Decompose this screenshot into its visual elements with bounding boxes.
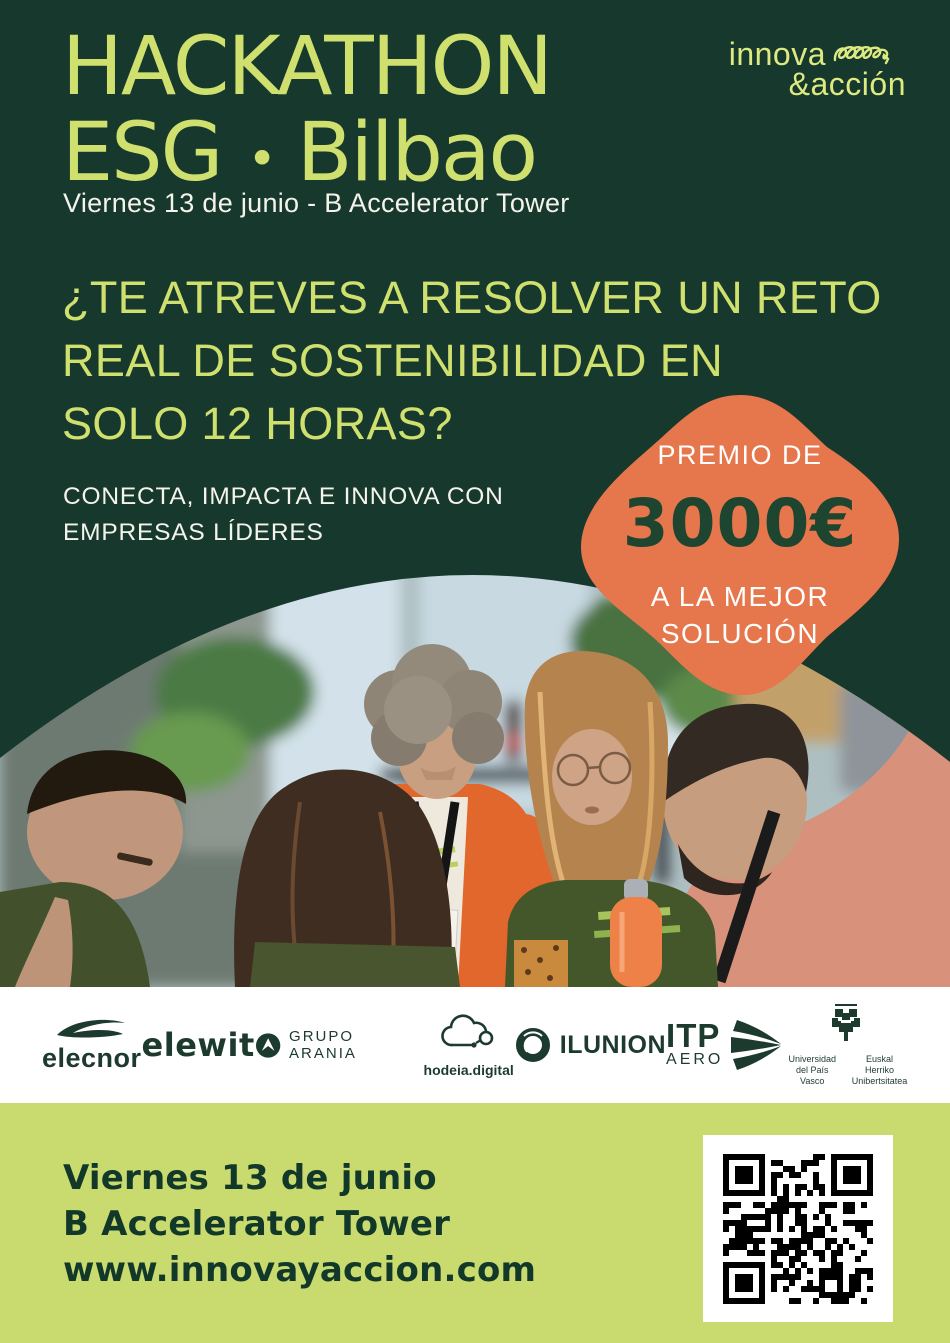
itp-aero-plume-icon bbox=[731, 1020, 783, 1070]
itp-aero-label: AERO bbox=[666, 1051, 724, 1068]
hero-tagline bbox=[63, 479, 504, 551]
prize-intro: PREMIO DE bbox=[657, 440, 823, 470]
ilunion-label: ILUNION bbox=[559, 1030, 667, 1059]
hodeia-label: hodeia.digital bbox=[423, 1062, 514, 1078]
innova-accion-logo bbox=[729, 38, 906, 100]
question-line: REAL DE SOSTENIBILIDAD EN bbox=[62, 335, 724, 386]
scribble-icon bbox=[832, 41, 906, 67]
sponsor-itp-aero bbox=[666, 1017, 783, 1070]
elecnor-swoosh-icon bbox=[55, 1017, 129, 1039]
prize-outro-line2: SOLUCIÓN bbox=[660, 618, 820, 649]
poster-title bbox=[62, 20, 552, 200]
hodeia-cloud-icon bbox=[438, 1012, 500, 1052]
question-line: SOLO 12 HORAS? bbox=[62, 398, 453, 449]
grupo-arania-icon bbox=[255, 1032, 281, 1059]
brand-name-top: innova bbox=[728, 36, 826, 72]
upv-es-label: Universidad del País Vasco bbox=[788, 1054, 836, 1086]
footer-info bbox=[63, 1155, 536, 1293]
sponsor-elewit bbox=[142, 1026, 255, 1064]
tagline-line: EMPRESAS LÍDERES bbox=[63, 519, 324, 546]
tagline-line: CONECTA, IMPACTA E INNOVA CON bbox=[63, 483, 504, 510]
sponsor-hodeia-digital bbox=[424, 1012, 514, 1078]
qr-code bbox=[723, 1154, 873, 1304]
title-bullet: • bbox=[247, 130, 277, 188]
upv-eu-label: Euskal Herriko Unibertsitatea bbox=[851, 1054, 908, 1086]
sponsors-band bbox=[0, 987, 950, 1103]
prize-outro bbox=[651, 578, 829, 652]
footer-website: www.innovayaccion.com bbox=[63, 1250, 537, 1290]
prize-outro-line1: A LA MEJOR bbox=[650, 581, 830, 612]
prize-badge bbox=[575, 388, 905, 700]
qr-card bbox=[703, 1135, 893, 1322]
brand-name-bottom: &acción bbox=[788, 66, 906, 102]
grupo-arania-label: GRUPO ARANIA bbox=[289, 1028, 357, 1062]
sponsor-ilunion bbox=[514, 1026, 666, 1064]
elecnor-label: elecnor bbox=[42, 1042, 142, 1073]
elewit-label: elewit bbox=[141, 1026, 255, 1064]
itp-label: ITP bbox=[666, 1017, 721, 1054]
footer-band bbox=[0, 1103, 950, 1343]
sponsor-elecnor bbox=[42, 1017, 142, 1074]
title-city: Bilbao bbox=[296, 106, 537, 200]
title-line-1 bbox=[62, 20, 552, 114]
title-hackathon: HACKATHON bbox=[62, 20, 552, 114]
prize-text bbox=[575, 388, 905, 700]
event-date-location: Viernes 13 de junio - B Accelerator Tower bbox=[63, 188, 570, 218]
question-line: ¿TE ATREVES A RESOLVER UN RETO bbox=[62, 272, 882, 323]
title-esg: ESG bbox=[62, 106, 222, 200]
footer-venue: B Accelerator Tower bbox=[63, 1204, 451, 1244]
ilunion-ring-icon bbox=[514, 1026, 552, 1064]
footer-date: Viernes 13 de junio bbox=[63, 1158, 437, 1198]
upv-ehu-tree-icon bbox=[826, 1003, 866, 1043]
prize-amount: 3000€ bbox=[622, 485, 858, 562]
title-line-2 bbox=[62, 106, 551, 200]
sponsor-upv-ehu bbox=[783, 1003, 908, 1087]
upv-ehu-text bbox=[783, 1054, 908, 1087]
sponsor-grupo-arania bbox=[255, 1028, 424, 1062]
